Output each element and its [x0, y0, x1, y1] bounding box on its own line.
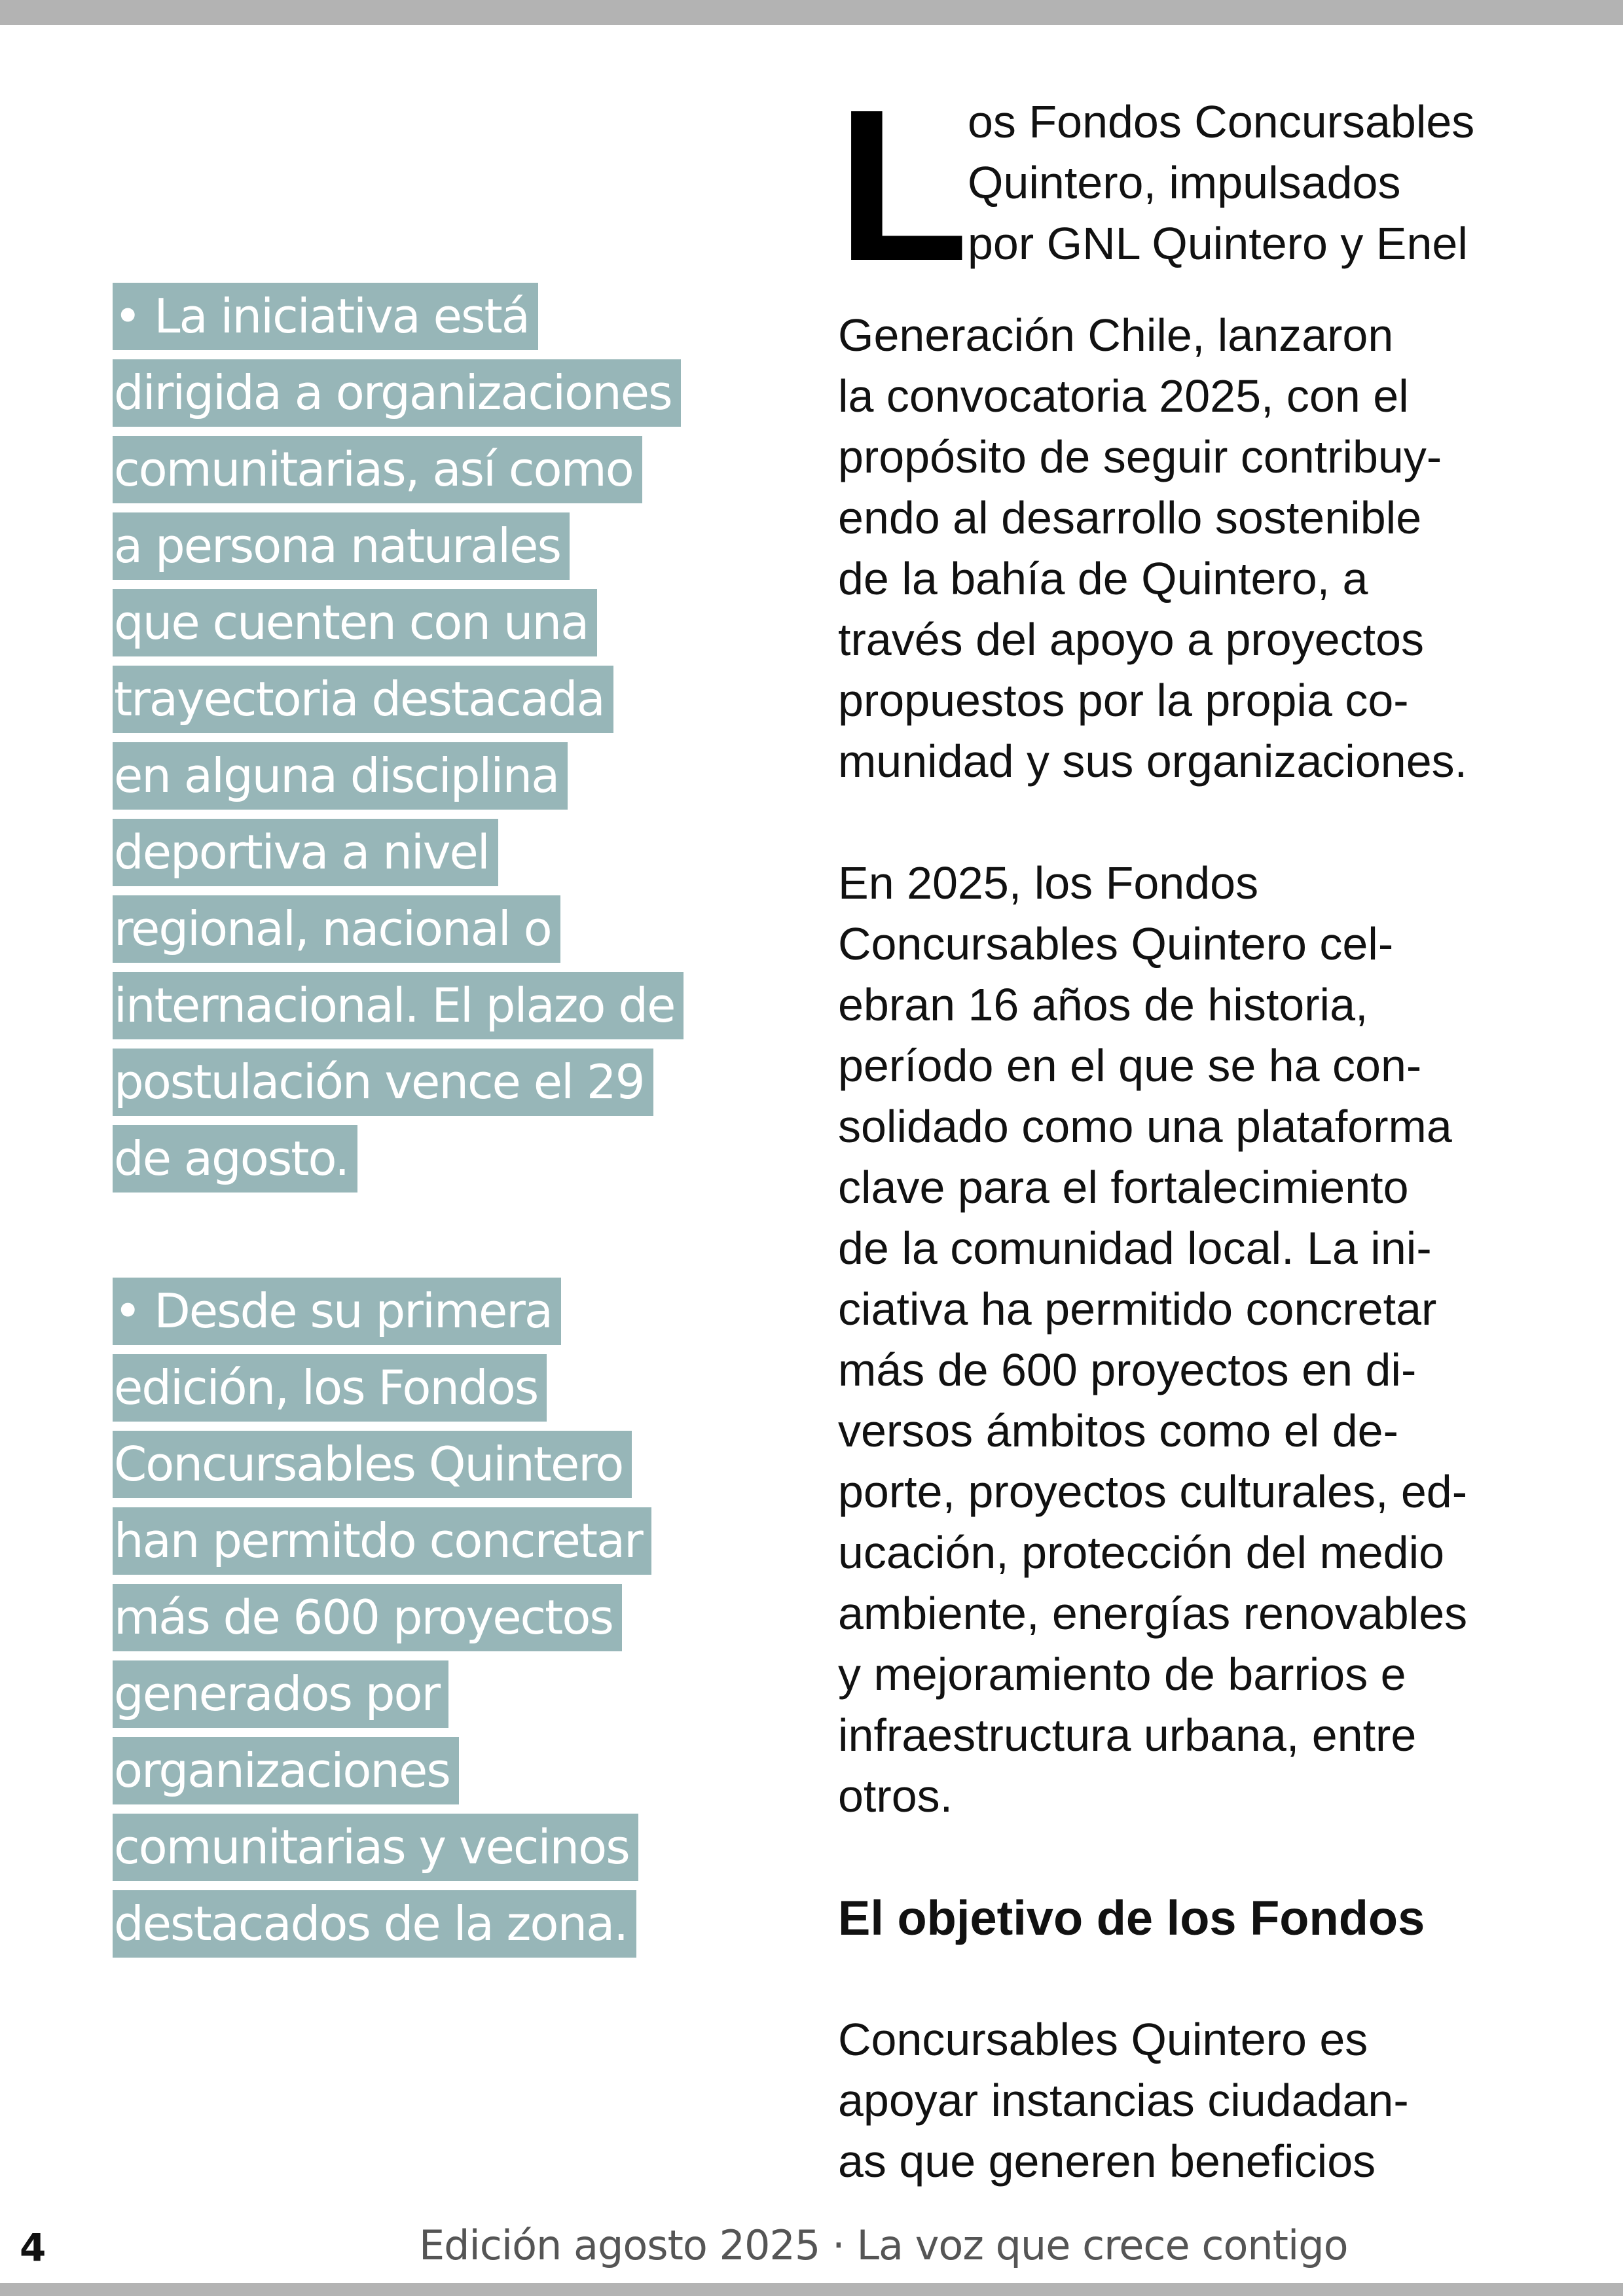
callout-line: comunitarias, así como — [113, 436, 642, 503]
section-heading: El objetivo de los Fondos — [838, 1891, 1425, 1945]
article-line: través del apoyo a proyectos — [838, 614, 1424, 665]
callout-line: organizaciones — [113, 1737, 459, 1804]
callout-line: de agosto. — [113, 1125, 357, 1193]
article-line: apoyar instancias ciudadan- — [838, 2075, 1409, 2126]
article-line: munidad y sus organizaciones. — [838, 736, 1468, 787]
article-line: ambiente, energías renovables — [838, 1588, 1468, 1639]
article-column — [837, 64, 1532, 2192]
callout-line: dirigida a organizaciones — [113, 359, 681, 427]
article-line: la convocatoria 2025, con el — [838, 370, 1409, 422]
bottom-border-bar — [0, 2283, 1623, 2296]
callout-line: • La iniciativa está — [113, 283, 538, 350]
footer-edition-text: Edición agosto 2025 · La voz que crece contigo — [419, 2221, 1348, 2269]
article-line: porte, proyectos culturales, ed- — [838, 1466, 1468, 1517]
article-line: versos ámbitos como el de- — [838, 1405, 1398, 1456]
article-line: Generación Chile, lanzaron — [838, 310, 1394, 361]
article-paragraph-2 — [838, 853, 1532, 1827]
callout-line: deportiva a nivel — [113, 819, 498, 886]
article-line: de la comunidad local. La ini- — [838, 1223, 1432, 1274]
article-line: período en el que se ha con- — [838, 1040, 1422, 1091]
article-line: y mejoramiento de barrios e — [838, 1649, 1406, 1700]
article-line: propósito de seguir contribuy- — [838, 431, 1442, 482]
page-number: 4 — [20, 2225, 46, 2270]
article-line: clave para el fortalecimiento — [838, 1162, 1409, 1213]
callout-line: trayectoria destacada — [113, 666, 613, 733]
callout-line: comunitarias y vecinos — [113, 1814, 638, 1881]
callout-line: edición, los Fondos — [113, 1354, 547, 1422]
article-line: ebran 16 años de historia, — [838, 979, 1368, 1030]
article-line: por GNL Quintero y Enel — [968, 218, 1468, 269]
callout-line: Concursables Quintero — [113, 1431, 632, 1498]
paragraph-spacer — [838, 792, 1532, 853]
drop-cap: L — [837, 64, 969, 306]
article-line: propuestos por la propia co- — [838, 675, 1409, 726]
article-line: Concursables Quintero es — [838, 2014, 1368, 2065]
callout-line: más de 600 proyectos — [113, 1584, 622, 1651]
article-line: Concursables Quintero cel- — [838, 918, 1394, 969]
article-line: otros. — [838, 1770, 953, 1821]
callout-line: a persona naturales — [113, 512, 570, 580]
article-line: endo al desarrollo sostenible — [838, 492, 1422, 543]
callout-line: internacional. El plazo de — [113, 972, 684, 1039]
article-line: as que generen beneficios — [838, 2136, 1376, 2187]
article-line: ciativa ha permitido concretar — [838, 1283, 1437, 1335]
callout-line: generados por — [113, 1660, 448, 1728]
article-line: de la bahía de Quintero, a — [838, 553, 1368, 604]
article-line: más de 600 proyectos en di- — [838, 1344, 1417, 1395]
article-line: solidado como una plataforma — [838, 1101, 1452, 1152]
callout-line: en alguna disciplina — [113, 742, 568, 810]
article-paragraph-3 — [838, 2009, 1532, 2192]
callout-line: regional, nacional o — [113, 895, 560, 963]
article-line: infraestructura urbana, entre — [838, 1710, 1417, 1761]
article-line: os Fondos Concursables — [968, 96, 1475, 147]
article-intro — [837, 64, 1532, 306]
callout-line: que cuenten con una — [113, 589, 597, 656]
callout-line: postulación vence el 29 — [113, 1049, 653, 1116]
callout-line: • Desde su primera — [113, 1278, 561, 1345]
top-border-bar — [0, 0, 1623, 25]
callout-box-1 — [113, 283, 715, 1202]
article-line: En 2025, los Fondos — [838, 857, 1259, 908]
callout-box-2 — [113, 1278, 715, 1967]
article-line: ucación, protección del medio — [838, 1527, 1445, 1578]
article-line: Quintero, impulsados — [968, 157, 1401, 208]
callout-line: han permitdo concretar — [113, 1507, 651, 1575]
article-paragraph-1 — [838, 305, 1532, 792]
paragraph-spacer — [838, 1948, 1532, 2009]
callout-line: destacados de la zona. — [113, 1890, 636, 1958]
